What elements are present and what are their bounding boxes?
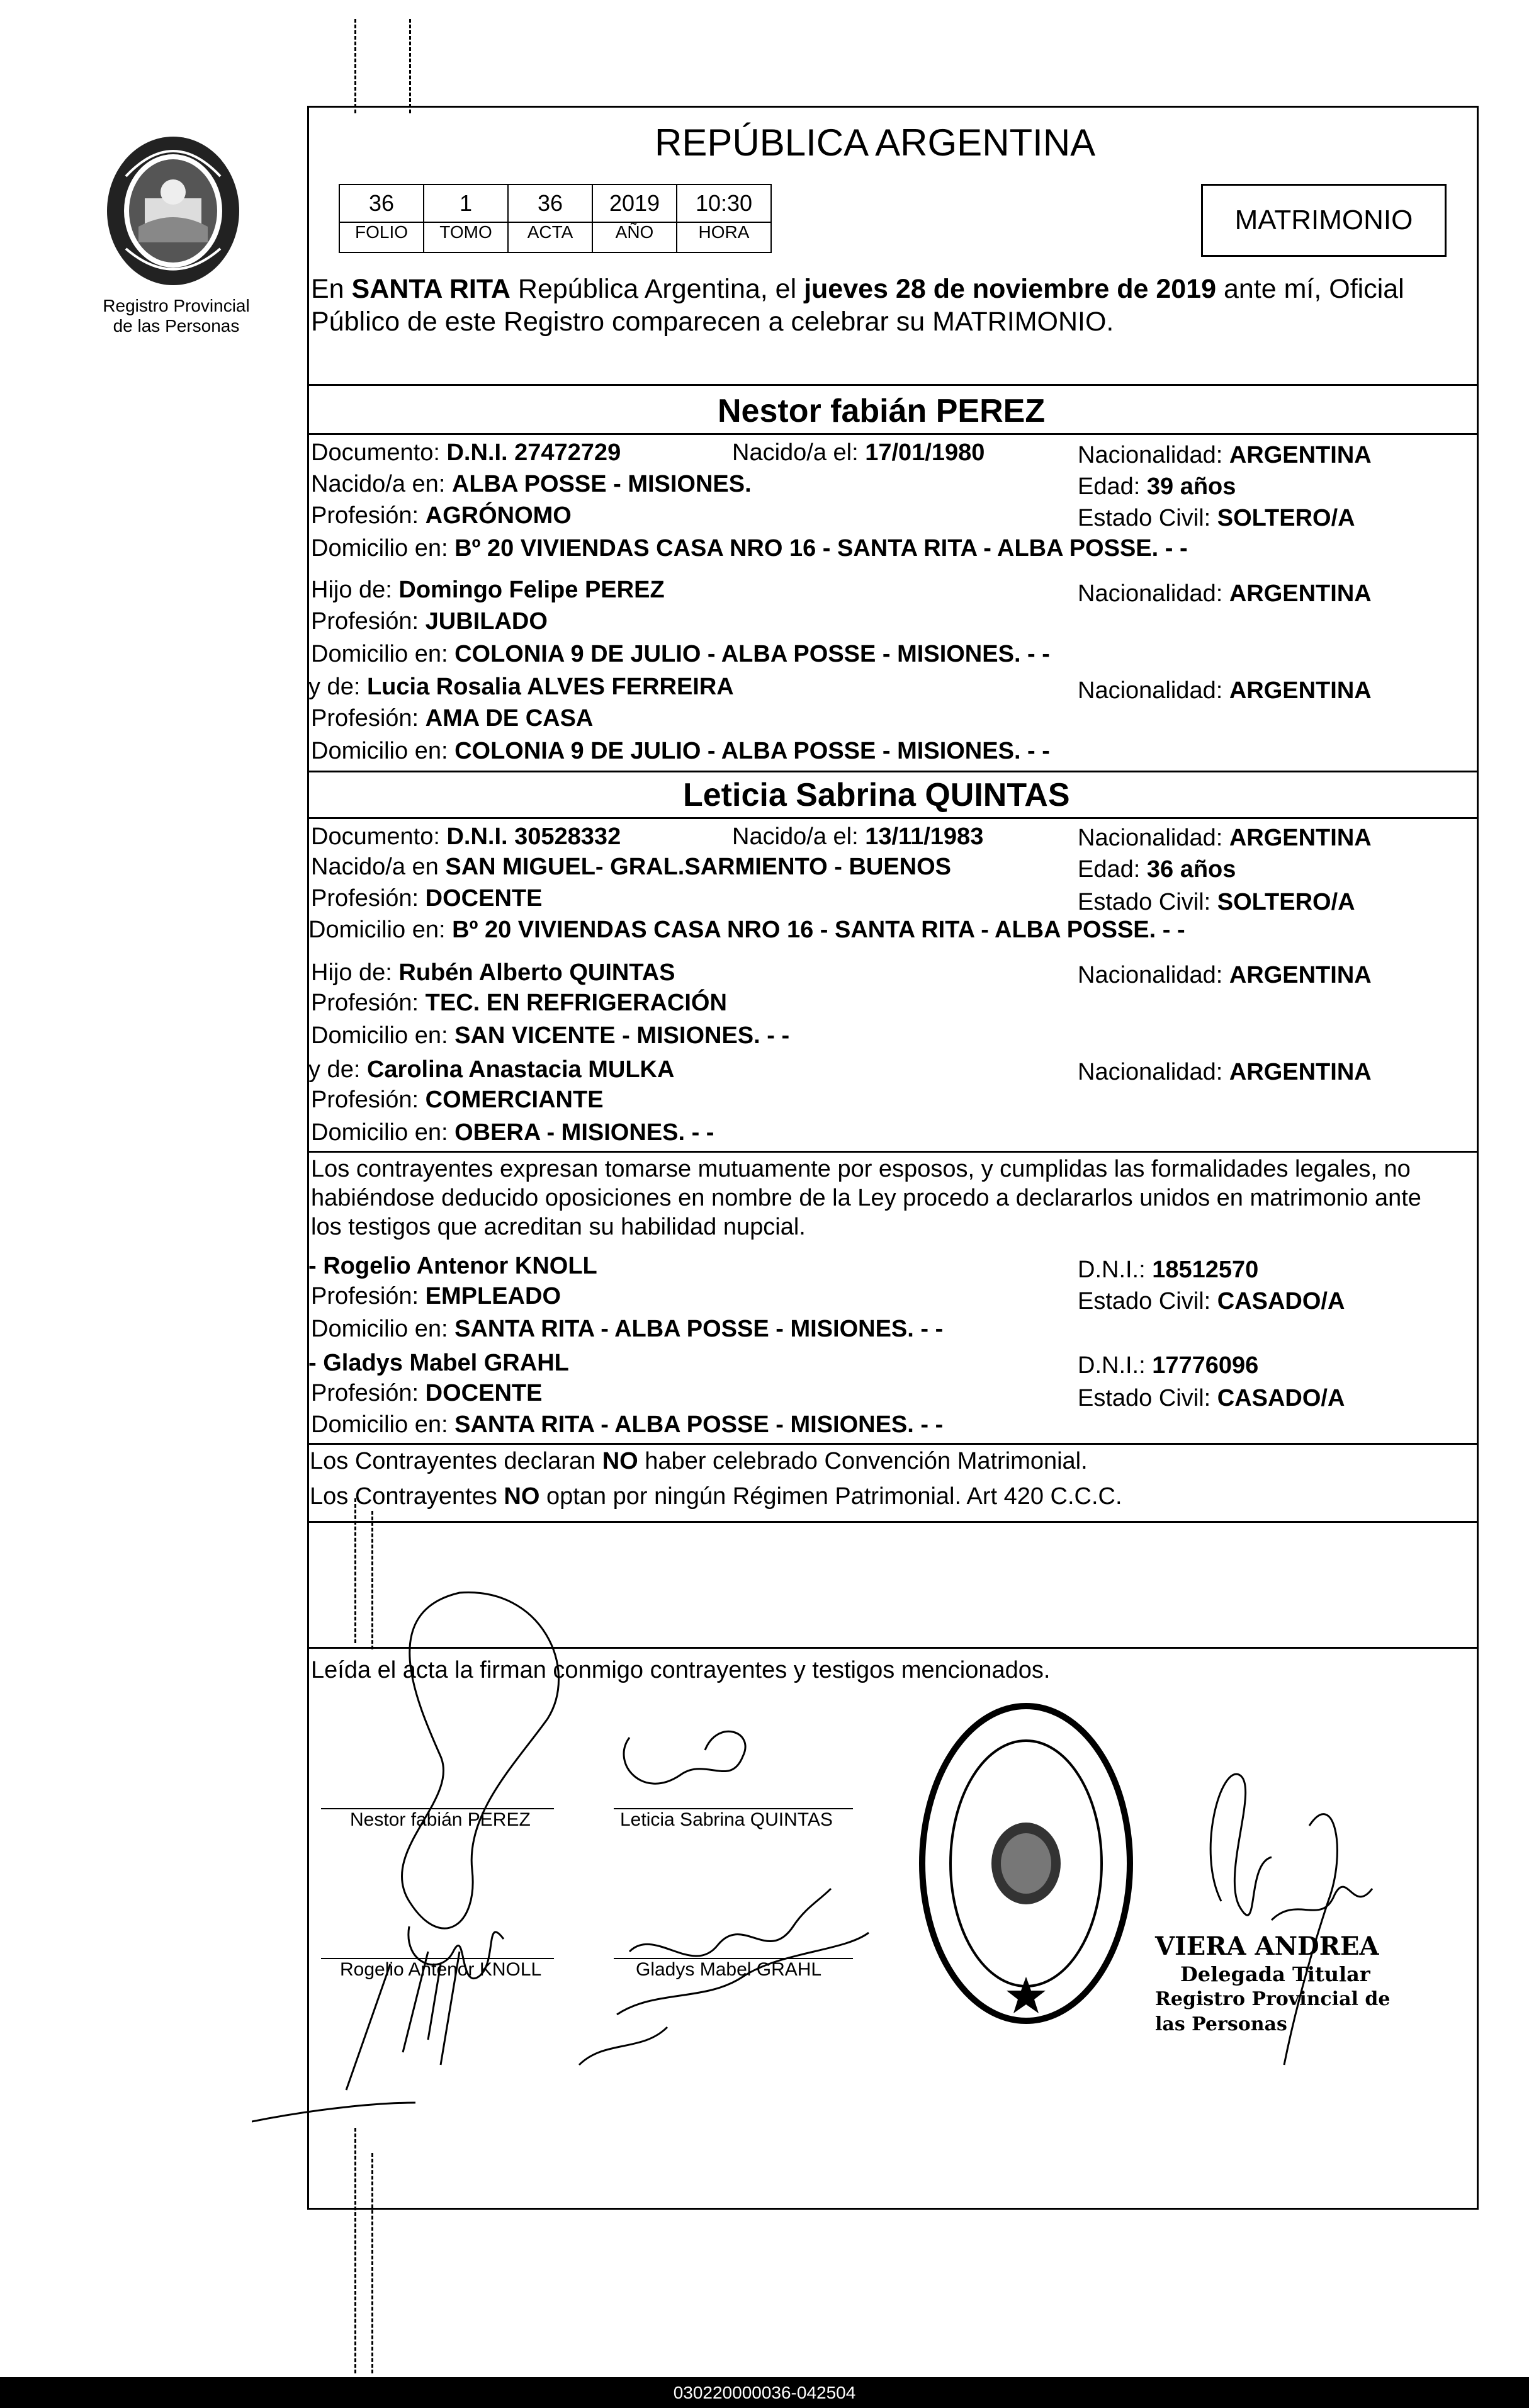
witness2-address: Domicilio en: SANTA RITA - ALBA POSSE - MISIONES. - - (311, 1411, 944, 1438)
spouse2-nationality: Nacionalidad: ARGENTINA (1078, 825, 1372, 851)
spouse2-mother-address: Domicilio en: OBERA - MISIONES. - - (311, 1119, 714, 1146)
spouse2-document: Documento: D.N.I. 30528332 (311, 823, 621, 850)
tomo-cell: 1 TOMO (423, 184, 509, 253)
spouse2-father: Hijo de: Rubén Alberto QUINTAS (311, 959, 675, 986)
spouse2-profession: Profesión: DOCENTE (311, 885, 543, 912)
official-name: VIERA ANDREA (1155, 1931, 1379, 1961)
witness1-address: Domicilio en: SANTA RITA - ALBA POSSE - MISIONES. - - (311, 1316, 944, 1342)
spouse1-civil-status: Estado Civil: SOLTERO/A (1078, 505, 1355, 531)
declaration-line-3: los testigos que acreditan su habilidad nupcial. (311, 1214, 806, 1240)
spouse1-address: Domicilio en: Bº 20 VIVIENDAS CASA NRO 16 - SANTA RITA - ALBA POSSE. - - (311, 535, 1188, 562)
act-type-label: MATRIMONIO (1234, 205, 1413, 235)
witness1-civil-status: Estado Civil: CASADO/A (1078, 1288, 1345, 1314)
signature-label-witness1: Rogelio Antenor KNOLL (340, 1959, 542, 1980)
regime-line-1: Los Contrayentes declaran NO haber celebrado Convención Matrimonial. (310, 1448, 1088, 1474)
spouse2-birthplace: Nacido/a en SAN MIGUEL- GRAL.SARMIENTO - BUENOS (311, 854, 952, 880)
spouse1-birthplace: Nacido/a en: ALBA POSSE - MISIONES. (311, 471, 752, 497)
spouse2-mother-nationality: Nacionalidad: ARGENTINA (1078, 1059, 1372, 1085)
regime-line-2: Los Contrayentes NO optan por ningún Régimen Patrimonial. Art 420 C.C.C. (310, 1483, 1122, 1510)
signature-label-witness2: Gladys Mabel GRAHL (636, 1959, 822, 1980)
spouse2-birthdate: Nacido/a el: 13/11/1983 (732, 823, 984, 850)
official-title: Delegada Titular (1180, 1962, 1370, 1986)
delegation-stamp (916, 1700, 1136, 2027)
spouse1-birthdate: Nacido/a el: 17/01/1980 (732, 439, 985, 466)
spouse1-profession: Profesión: AGRÓNOMO (311, 502, 572, 529)
spouse2-name: Leticia Sabrina QUINTAS (683, 777, 1070, 813)
witness2-profession: Profesión: DOCENTE (311, 1380, 543, 1406)
delegation-stamp-icon (916, 1700, 1136, 2027)
witness2-dni: D.N.I.: 17776096 (1078, 1352, 1259, 1379)
divider (307, 1521, 1477, 1523)
spouse2-address: Domicilio en: Bº 20 VIVIENDAS CASA NRO 16 - SANTA RITA - ALBA POSSE. - - (308, 917, 1185, 943)
official-office: Registro Provincial de las Personas (1155, 1988, 1391, 2035)
divider (307, 433, 1477, 435)
province-seal-icon (101, 132, 245, 290)
spouse1-nationality: Nacionalidad: ARGENTINA (1078, 442, 1372, 468)
spouse2-civil-status: Estado Civil: SOLTERO/A (1078, 889, 1355, 915)
divider (307, 817, 1477, 819)
act-type-box (1201, 184, 1447, 257)
document-title: REPÚBLICA ARGENTINA (655, 122, 1096, 164)
footer-code: 030220000036-042504 (673, 2383, 856, 2402)
closing-text: Leída el acta la firman conmigo contrayentes y testigos mencionados. (311, 1657, 1051, 1683)
spouse1-age: Edad: 39 años (1078, 473, 1236, 500)
spouse1-father-profession: Profesión: JUBILADO (311, 608, 548, 635)
witness1-dni: D.N.I.: 18512570 (1078, 1257, 1259, 1283)
intro-line-1: En SANTA RITA República Argentina, el jueves 28 de noviembre de 2019 ante mí, Oficial (311, 274, 1404, 304)
spouse1-father: Hijo de: Domingo Felipe PEREZ (311, 577, 665, 603)
divider (307, 384, 1477, 386)
spouse1-father-address: Domicilio en: COLONIA 9 DE JULIO - ALBA POSSE - MISIONES. - - (311, 641, 1050, 667)
witness2-civil-status: Estado Civil: CASADO/A (1078, 1385, 1345, 1411)
spouse2-mother-profession: Profesión: COMERCIANTE (311, 1087, 604, 1113)
spouse1-name: Nestor fabián PEREZ (718, 393, 1046, 429)
spouse1-mother: y de: Lucia Rosalia ALVES FERREIRA (308, 674, 734, 700)
seal-caption (76, 296, 277, 336)
spouse2-father-nationality: Nacionalidad: ARGENTINA (1078, 962, 1372, 988)
spouse2-father-profession: Profesión: TEC. EN REFRIGERACIÓN (311, 990, 727, 1016)
province-seal (101, 132, 245, 290)
acta-cell: 36 ACTA (507, 184, 593, 253)
witness1-name: - Rogelio Antenor KNOLL (308, 1253, 597, 1279)
hora-cell: 10:30 HORA (676, 184, 772, 253)
spouse1-mother-nationality: Nacionalidad: ARGENTINA (1078, 677, 1372, 704)
official-block (1155, 1931, 1419, 2037)
seal-caption-line1: Registro Provincial (103, 296, 250, 315)
margin-dash-line (354, 19, 356, 113)
declaration-line-1: Los contrayentes expresan tomarse mutuamente por esposos, y cumplidas las formalidades legales, no (311, 1156, 1411, 1182)
spouse2-father-address: Domicilio en: SAN VICENTE - MISIONES. - - (311, 1022, 790, 1049)
spouse1-document: Documento: D.N.I. 27472729 (311, 439, 621, 466)
folio-cell: 36 FOLIO (339, 184, 424, 253)
intro-line-2: Público de este Registro comparecen a celebrar su MATRIMONIO. (311, 307, 1114, 337)
spouse2-age: Edad: 36 años (1078, 856, 1236, 883)
spouse1-mother-address: Domicilio en: COLONIA 9 DE JULIO - ALBA POSSE - MISIONES. - - (311, 738, 1050, 764)
divider (307, 1151, 1477, 1153)
spouse1-father-nationality: Nacionalidad: ARGENTINA (1078, 580, 1372, 607)
witness2-name: - Gladys Mabel GRAHL (308, 1350, 569, 1376)
witness1-profession: Profesión: EMPLEADO (311, 1283, 561, 1309)
handwritten-signatures (252, 1574, 881, 2140)
footer-bar (0, 2377, 1529, 2408)
margin-dash-line (409, 19, 411, 113)
signature-label-spouse1: Nestor fabián PEREZ (350, 1809, 531, 1830)
spouse1-mother-profession: Profesión: AMA DE CASA (311, 705, 594, 732)
divider (307, 771, 1477, 772)
spouse2-mother: y de: Carolina Anastacia MULKA (308, 1056, 675, 1083)
seal-caption-line2: de las Personas (113, 316, 240, 336)
divider (307, 1443, 1477, 1445)
signature-label-spouse2: Leticia Sabrina QUINTAS (620, 1809, 833, 1830)
ano-cell: 2019 AÑO (592, 184, 677, 253)
declaration-line-2: habiéndose deducido oposiciones en nombre de la Ley procedo a declararlos unidos en matrimonio ante (311, 1185, 1421, 1211)
